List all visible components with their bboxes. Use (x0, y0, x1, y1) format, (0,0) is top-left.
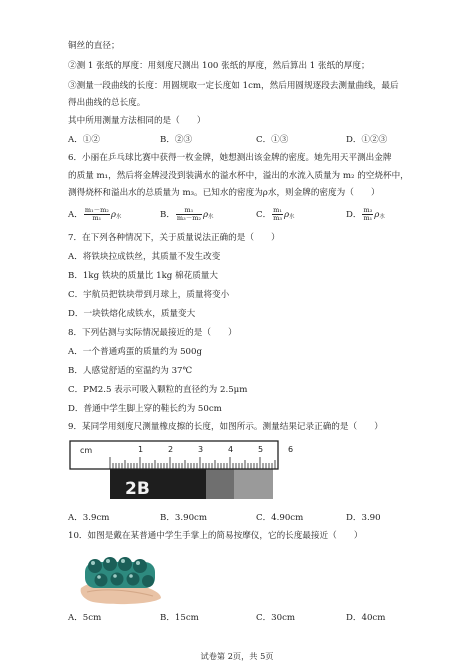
massager-ball (95, 574, 108, 587)
text-line-curve-total: 得出曲线的总长度。 (68, 98, 146, 108)
q6-option-b-label: B． (160, 210, 175, 220)
text-line-copper-wire: 铜丝的直径； (68, 41, 120, 51)
ball-highlight (121, 559, 125, 563)
fraction-numerator: m₁－m₂ (84, 206, 109, 214)
ball-highlight (97, 575, 101, 579)
ball-highlight (113, 574, 117, 578)
fraction-denominator: m₃－m₂ (176, 214, 201, 222)
q7-option-b[interactable]: B．1kg 铁块的质量比 1kg 棉花质量大 (68, 271, 218, 281)
fraction-numerator: m₁ (176, 207, 202, 215)
q10-option-b[interactable]: B．15cm (160, 613, 199, 623)
question-10-stem: 10．如图是戴在某普通中学生手掌上的简易按摩仪，它的长度最接近（ ） (68, 531, 363, 541)
q6-option-c-fraction (272, 207, 283, 222)
q6-option-d-fraction (362, 207, 373, 222)
q7-option-a[interactable]: A．将铁块拉成铁丝，其质量不发生改变 (68, 252, 221, 262)
q8-option-d[interactable]: D．普通中学生脚上穿的鞋长约为 50cm (68, 404, 222, 414)
q5-option-d[interactable]: D．①②③ (346, 135, 388, 145)
q6-option-d[interactable] (346, 207, 385, 223)
rho-subscript: 水 (379, 214, 385, 220)
ruler-number: 5 (258, 445, 264, 454)
ruler-unit: cm (80, 446, 93, 455)
question-6-line-1: 6．小丽在乒乓球比赛中获得一枚金牌，她想测出该金牌的密度。她先用天平测出金牌 (68, 153, 392, 163)
q7-option-d[interactable]: D．一块铁熔化成铁水，质量变大 (68, 309, 196, 319)
massager-photo (75, 548, 167, 608)
ball-highlight (91, 561, 95, 565)
q6-option-a-label: A． (68, 210, 83, 220)
rho-subscript: 水 (289, 214, 295, 220)
question-8-stem: 8．下列估测与实际情况最接近的是（ ） (68, 328, 237, 338)
rho-subscript: 水 (208, 214, 214, 220)
question-6-line-2: 的质量 m₁，然后将金牌浸没到装满水的溢水杯中，溢出的水流入质量为 m₂ 的空烧杯中， (68, 171, 409, 181)
q10-option-c[interactable]: C．30cm (256, 613, 296, 623)
massager-ball (142, 575, 154, 587)
massager-ball (111, 573, 124, 586)
rho-symbol: ρ (110, 210, 116, 220)
q5-option-b[interactable]: B．②③ (160, 135, 193, 145)
fraction-denominator: m₃ (273, 214, 282, 222)
q8-option-a[interactable]: A．一个普通鸡蛋的质量约为 500g (68, 347, 202, 357)
ball-highlight (106, 559, 110, 563)
q7-option-c[interactable]: C．宇航员把铁块带到月球上，质量将变小 (68, 290, 230, 300)
q9-option-d[interactable]: D．3.90 (346, 513, 381, 523)
ball-highlight (129, 574, 133, 578)
q9-option-c[interactable]: C．4.90cm (256, 513, 304, 523)
ruler-eraser-figure (70, 441, 294, 501)
q6-option-b-fraction (176, 207, 202, 222)
eraser-edge (206, 465, 234, 499)
massager-ball (88, 559, 102, 573)
eraser-label: 2B (125, 479, 150, 499)
rho-symbol: ρ (374, 210, 380, 220)
ruler-number: 4 (228, 445, 234, 454)
question-5-stem: 其中所用测量方法相同的是（ ） (68, 116, 206, 126)
q10-option-a[interactable]: A．5cm (68, 613, 102, 623)
q6-option-c[interactable] (256, 207, 295, 223)
rho-subscript: 水 (115, 214, 122, 220)
ruler-number: 6 (288, 445, 294, 454)
fraction-denominator: m₁ (92, 214, 102, 222)
q9-option-b[interactable]: B．3.90cm (160, 513, 208, 523)
q5-option-c[interactable]: C．①③ (256, 135, 289, 145)
q10-option-d[interactable]: D．40cm (346, 613, 386, 623)
q5-option-a[interactable]: A．①② (68, 135, 100, 145)
ball-highlight (136, 561, 140, 565)
ruler-body (70, 441, 278, 469)
q6-option-d-label: D． (346, 210, 362, 220)
q8-option-b[interactable]: B．人感觉舒适的室温约为 37℃ (68, 366, 193, 376)
fraction-numerator: m₁ (273, 206, 282, 214)
rho-symbol: ρ (202, 210, 209, 220)
question-6-line-3: 测得烧杯和溢出水的总质量为 m₃。已知水的密度为ρ水，则金牌的密度为（ ） (68, 188, 380, 198)
ruler-number: 2 (168, 445, 174, 454)
page-footer: 试卷第 2页，共 5页 (200, 651, 274, 661)
massager-ball (103, 557, 117, 571)
massager-ball (133, 559, 147, 573)
text-line-paper-thickness: ②测 1 张纸的厚度：用刻度尺测出 100 张纸的厚度，然后算出 1 张纸的厚度； (68, 61, 370, 71)
text-line-curve-measure: ③测量一段曲线的长度：用圆规取一定长度如 1cm，然后用圆规逐段去测量曲线，最后 (68, 81, 399, 91)
q6-option-a[interactable] (68, 207, 121, 223)
q8-option-c[interactable]: C．PM2.5 表示可吸入颗粒的直径约为 2.5μm (68, 385, 248, 395)
rho-symbol: ρ (283, 210, 290, 220)
question-7-stem: 7．在下列各种情况下，关于质量说法正确的是（ ） (68, 233, 280, 243)
massager-ball (127, 573, 140, 586)
q6-option-c-label: C． (256, 210, 272, 220)
question-6-options (68, 202, 418, 226)
massager-ball (118, 557, 132, 571)
q6-option-a-fraction (84, 207, 110, 222)
q6-option-b[interactable] (160, 207, 214, 223)
q9-option-a[interactable]: A．3.9cm (68, 513, 110, 523)
fraction-denominator: m₁ (363, 214, 373, 222)
ruler-number: 1 (138, 445, 144, 454)
fraction-numerator: m₃ (363, 206, 373, 214)
question-9-stem: 9．某同学用刻度尺测量橡皮擦的长度，如图所示。测量结果记录正确的是（ ） (68, 422, 383, 432)
ruler-number: 3 (198, 445, 204, 454)
